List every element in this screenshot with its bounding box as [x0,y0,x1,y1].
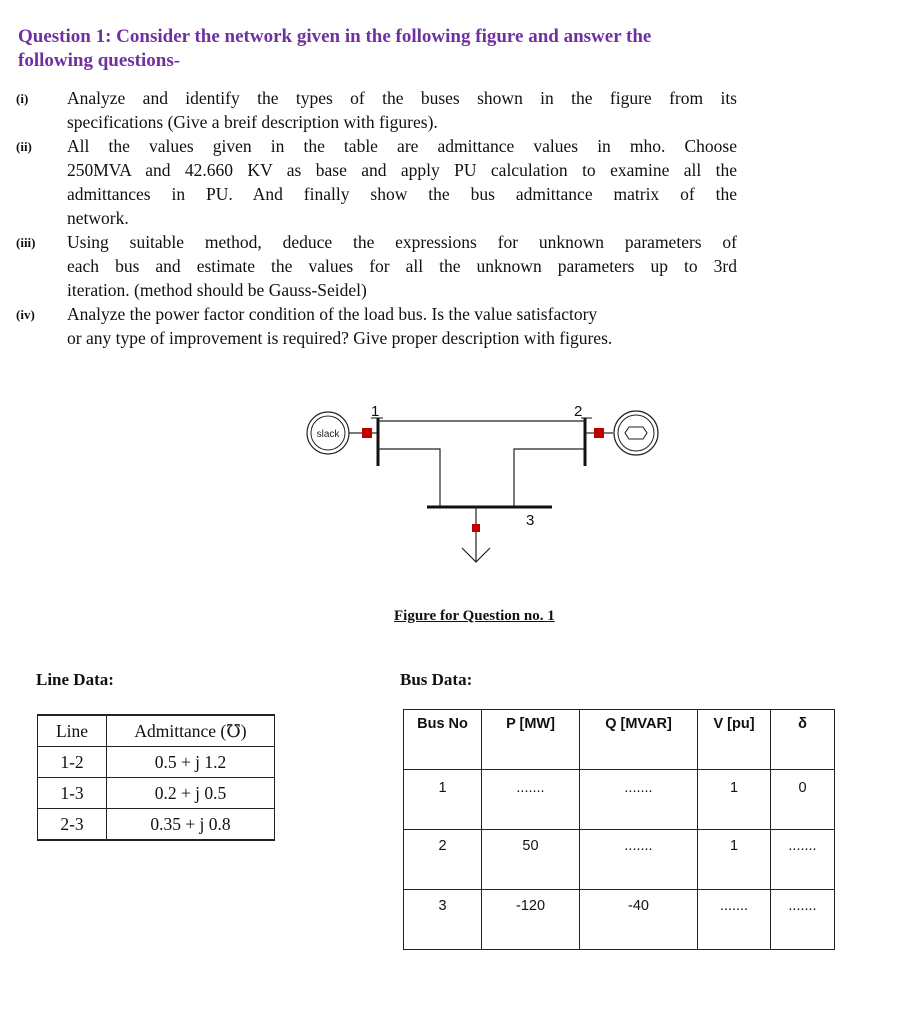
header-line: Line [38,715,107,747]
figure-caption: Figure for Question no. 1 [394,608,555,624]
item-text-line: iteration. (method should be Gauss-Seidel) [67,280,367,300]
line-data-table [37,714,275,841]
item-text-line: Analyze the power factor condition of the load bus. Is the value satisfactory [67,304,598,324]
line-data-label: Line Data: [36,670,114,689]
p-cell: 50 [482,830,580,890]
breaker-bus3 [472,524,480,532]
header-admittance: Admittance (℧) [107,715,275,747]
bus-data-table [403,709,835,950]
line-cell: 1-3 [38,778,107,809]
table-header-row [404,710,835,770]
table-row [404,770,835,830]
item-text-line: each bus and estimate the values for all the unknown parameters up to 3rd [67,256,737,276]
item-number: (iii) [16,235,36,250]
delta-cell: 0 [771,770,835,830]
admittance-cell: 0.35 + j 0.8 [107,809,275,841]
slack-generator-icon [307,412,349,454]
header-bus-no: Bus No [404,710,482,770]
bus3-label: 3 [526,512,535,529]
item-text-line: admittances in PU. And finally show the bus admittance matrix of the [67,184,737,204]
header-q: Q [MVAR] [580,710,698,770]
table-row [38,809,275,841]
header-delta: δ [771,710,835,770]
v-cell: ....... [698,890,771,950]
delta-cell: ....... [771,830,835,890]
v-cell: 1 [698,830,771,890]
item-text-line: All the values given in the table are admittance values in mho. Choose [67,136,737,156]
delta-cell: ....... [771,890,835,950]
p-cell: ....... [482,770,580,830]
item-number: (ii) [16,139,32,154]
question-title-line1: Question 1: Consider the network given in the following figure and answer the [18,26,652,47]
item-number: (i) [16,91,29,106]
table-header-row [38,715,275,747]
slack-label: slack [316,429,340,440]
item-text-line: Analyze and identify the types of the buses shown in the figure from its [67,88,737,108]
q-cell: ....... [580,830,698,890]
p-cell: -120 [482,890,580,950]
table-row [38,778,275,809]
item-text-line: Using suitable method, deduce the expressions for unknown parameters of [67,232,737,252]
line-2-3 [514,449,585,507]
admittance-cell: 0.5 + j 1.2 [107,747,275,778]
question-title [18,25,718,73]
network-diagram [0,390,910,590]
admittance-cell: 0.2 + j 0.5 [107,778,275,809]
header-v: V [pu] [698,710,771,770]
line-1-3 [378,449,440,507]
generator-icon [614,411,658,455]
table-row [404,890,835,950]
bus-data-label: Bus Data: [400,670,473,689]
q-cell: -40 [580,890,698,950]
item-text-line: or any type of improvement is required? Give proper description with figures. [67,328,613,348]
v-cell: 1 [698,770,771,830]
line-cell: 2-3 [38,809,107,841]
line-cell: 1-2 [38,747,107,778]
table-row [404,830,835,890]
breaker-bus1 [362,428,372,438]
question-title-line2: following questions- [18,50,181,71]
q-cell: ....... [580,770,698,830]
table-row [38,747,275,778]
item-number: (iv) [16,307,35,322]
bus2-label: 2 [574,403,583,420]
bus-no-cell: 3 [404,890,482,950]
bus-no-cell: 2 [404,830,482,890]
header-p: P [MW] [482,710,580,770]
item-text-line: network. [67,208,129,228]
bus1-label: 1 [371,403,380,420]
bus-no-cell: 1 [404,770,482,830]
item-text-line: specifications (Give a breif description with figures). [67,112,438,132]
item-text-line: 250MVA and 42.660 KV as base and apply PU calculation to examine all the [67,160,737,180]
breaker-bus2 [594,428,604,438]
